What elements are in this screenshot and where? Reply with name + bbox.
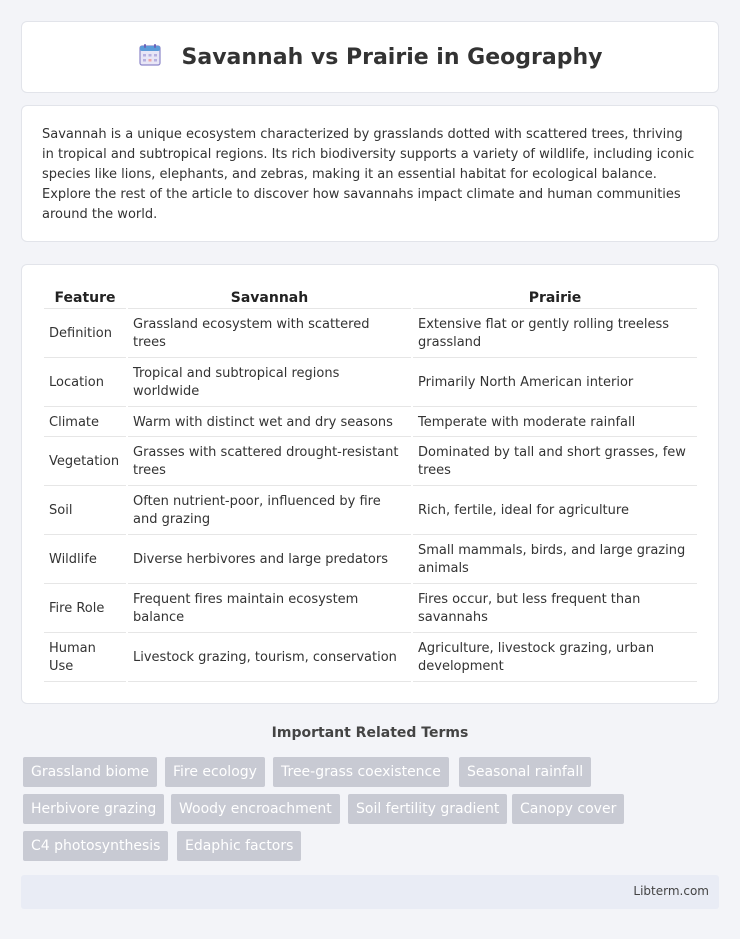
feature-cell: Soil (44, 488, 126, 535)
term-tag[interactable]: Canopy cover (512, 794, 624, 824)
prairie-cell: Extensive flat or gently rolling treeless grassland (413, 311, 697, 358)
savannah-cell: Tropical and subtropical regions worldwide (128, 360, 411, 407)
table-row (44, 439, 697, 486)
term-tag[interactable]: Grassland biome (23, 757, 157, 787)
table-header-row (44, 287, 697, 309)
prairie-cell: Fires occur, but less frequent than savannahs (413, 586, 697, 633)
feature-cell: Fire Role (44, 586, 126, 633)
prairie-cell: Dominated by tall and short grasses, few trees (413, 439, 697, 486)
savannah-cell: Often nutrient-poor, influenced by fire and grazing (128, 488, 411, 535)
term-tag[interactable]: Herbivore grazing (23, 794, 164, 824)
title-card (21, 21, 719, 93)
table-row (44, 360, 697, 407)
savannah-cell: Grassland ecosystem with scattered trees (128, 311, 411, 358)
prairie-cell: Small mammals, birds, and large grazing animals (413, 537, 697, 584)
calendar-icon (138, 43, 162, 67)
savannah-cell: Grasses with scattered drought-resistant trees (128, 439, 411, 486)
savannah-cell: Warm with distinct wet and dry seasons (128, 409, 411, 437)
table-row (44, 488, 697, 535)
savannah-cell: Frequent fires maintain ecosystem balance (128, 586, 411, 633)
header-savannah: Savannah (128, 287, 411, 309)
table-row (44, 635, 697, 682)
term-tag[interactable]: Fire ecology (165, 757, 265, 787)
intro-paragraph: Savannah is a unique ecosystem characterized by grasslands dotted with scattered trees, thriving in tropical and subtropical regions. Its rich biodiversity supports a variety of wildlife, including iconic species like lions, elephants, and zebras, making it an essential habitat for ecological balance. Explore the rest of the article to discover how savannahs impact climate and human communities around the world. (42, 127, 695, 222)
prairie-cell: Temperate with moderate rainfall (413, 409, 697, 437)
savannah-cell: Diverse herbivores and large predators (128, 537, 411, 584)
prairie-cell: Primarily North American interior (413, 360, 697, 407)
term-tag[interactable]: C4 photosynthesis (23, 831, 168, 861)
comparison-table (42, 285, 699, 684)
term-tag[interactable]: Edaphic factors (177, 831, 301, 861)
feature-cell: Human Use (44, 635, 126, 682)
prairie-cell: Rich, fertile, ideal for agriculture (413, 488, 697, 535)
table-row (44, 586, 697, 633)
related-terms-heading: Important Related Terms (271, 725, 469, 741)
table-row (44, 537, 697, 584)
table-row (44, 311, 697, 358)
feature-cell: Wildlife (44, 537, 126, 584)
feature-cell: Vegetation (44, 439, 126, 486)
term-tag[interactable]: Woody encroachment (171, 794, 340, 824)
savannah-cell: Livestock grazing, tourism, conservation (128, 635, 411, 682)
feature-cell: Climate (44, 409, 126, 437)
page-title: Savannah vs Prairie in Geography (181, 44, 603, 70)
feature-cell: Location (44, 360, 126, 407)
table-row (44, 409, 697, 437)
comparison-card (21, 264, 719, 704)
term-tag[interactable]: Tree-grass coexistence (273, 757, 449, 787)
prairie-cell: Agriculture, livestock grazing, urban development (413, 635, 697, 682)
term-tag[interactable]: Seasonal rainfall (459, 757, 591, 787)
intro-card (21, 105, 719, 242)
term-tag[interactable]: Soil fertility gradient (348, 794, 507, 824)
header-feature: Feature (44, 287, 126, 309)
footer-site-link[interactable]: Libterm.com (633, 884, 709, 898)
header-prairie: Prairie (413, 287, 697, 309)
feature-cell: Definition (44, 311, 126, 358)
footer (21, 875, 719, 909)
